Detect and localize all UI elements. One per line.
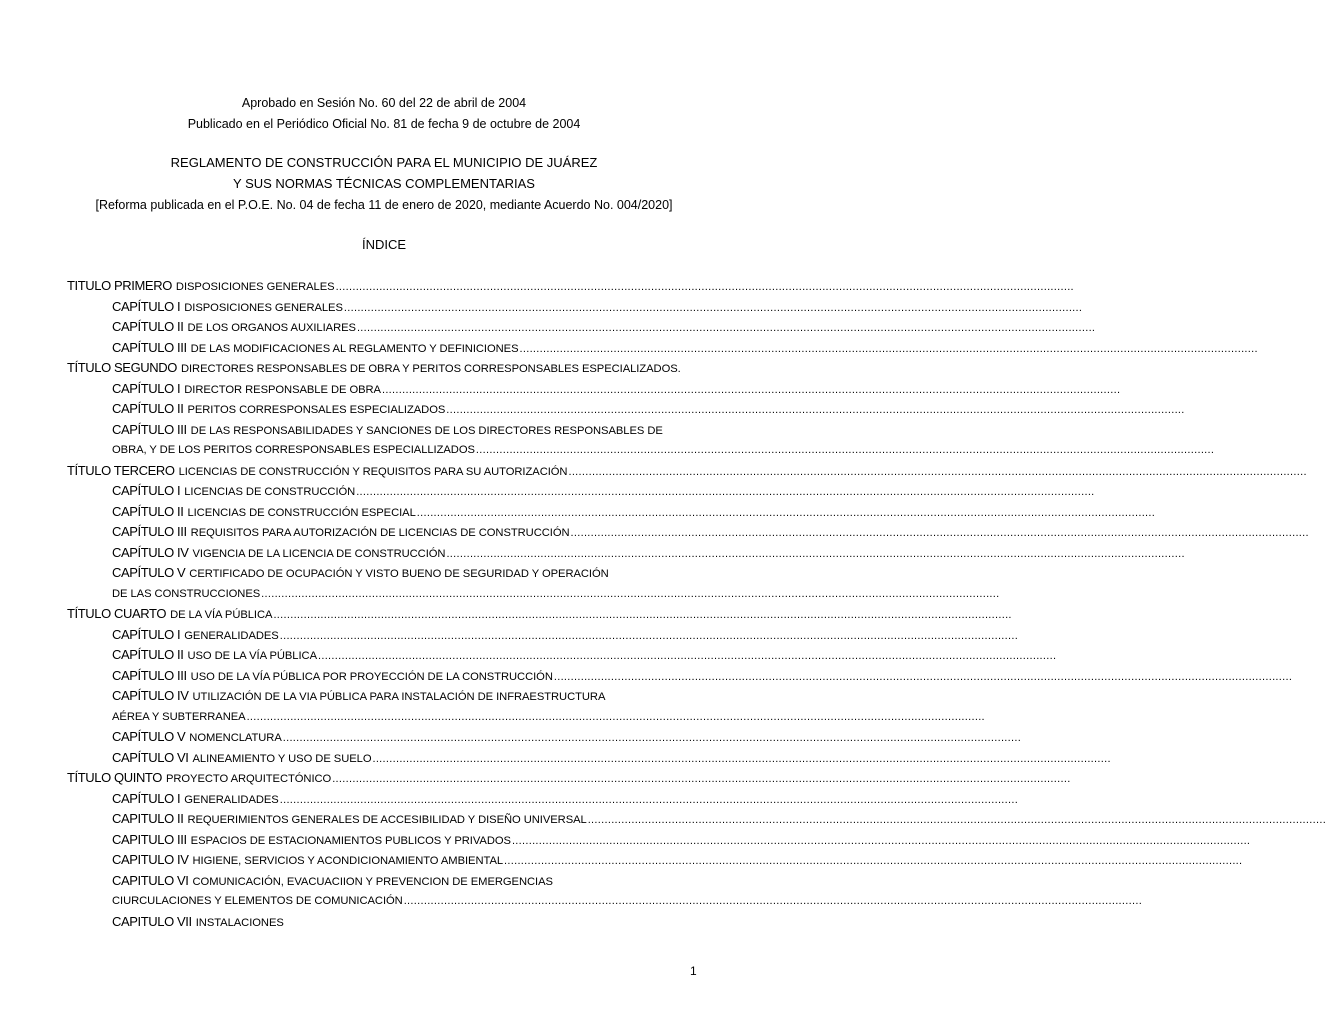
toc-dot-leader: ............................................................................................................................................................................................................................ [511,834,1251,847]
toc-dot-leader: ............................................................................................................................................................................................................................ [504,855,1243,867]
toc-entry [67,768,1071,788]
toc-chapter-label: CAPÍTULO V [112,565,186,580]
toc-dot-leader: ............................................................................................................................................................................................................................ [282,732,1022,744]
toc-entry-text: OBRA, Y DE LOS PERITOS CORRESPONSABLES ESPECIALLIZADOS [112,444,475,456]
toc-entry-text: REQUERIMIENTOS GENERALES DE ACCESIBILIDAD Y DISEÑO UNIVERSAL [187,814,587,826]
toc-entry [112,850,1243,870]
toc-entry [112,686,700,706]
toc-entry [112,481,1095,501]
toc-entry [112,522,1309,542]
toc-title-label: TÍTULO TERCERO [67,462,175,478]
toc-entry-text: LICENCIAS DE CONSTRUCCIÓN ESPECIAL [187,506,416,519]
toc-entry-text: DE LAS CONSTRUCCIONES [112,587,261,600]
toc-dot-leader: ............................................................................................................................................................................................................................ [356,322,1096,334]
toc-entry-text: DIRECTORES RESPONSABLES DE OBRA Y PERITOS CORRESPONSABLES ESPECIALIZADOS. [180,363,681,375]
toc-entry-text: DE LA VÍA PÚBLICA [170,609,273,621]
toc-chapter-label: CAPÍTULO VI [112,749,189,765]
toc-entry-text: GENERALIDADES [184,793,279,806]
toc-entry [112,563,700,583]
toc-entry-text: DIRECTOR RESPONSABLE DE OBRA [184,383,381,396]
toc-entry [112,748,1111,768]
toc-entry [67,358,700,378]
toc-entry [112,809,1326,829]
toc-title-label: TITULO PRIMERO [67,278,172,293]
toc-entry-text: DISPOSICIONES GENERALES [175,281,335,293]
toc-entry-text: LICENCIAS DE CONSTRUCCIÓN Y REQUISITOS PARA SU AUTORIZACIÓN [178,465,568,478]
toc-chapter-label: CAPITULO VI [112,872,189,888]
toc-chapter-label: CAPÍTULO II [112,647,184,662]
toc-chapter-label: CAPÍTULO II [112,503,184,519]
toc-dot-leader: ............................................................................................................................................................................................................................ [273,609,1012,621]
toc-dot-leader: ............................................................................................................................................................................................................................ [587,814,1326,826]
toc-entry-text: INSTALACIONES [195,916,284,929]
toc-dot-leader: ............................................................................................................................................................................................................................ [570,527,1309,539]
document-title-line-2: Y SUS NORMAS TÉCNICAS COMPLEMENTARIAS [233,176,535,191]
toc-entry-text: DE LAS RESPONSABILIDADES Y SANCIONES DE LOS DIRECTORES RESPONSABLES DE [190,424,663,437]
toc-entry-text: NOMENCLATURA [189,732,282,744]
toc-dot-leader: ............................................................................................................................................................................................................................ [343,301,1083,314]
toc-entry [67,276,1074,296]
toc-chapter-label: CAPÍTULO I [112,380,181,396]
toc-entry [112,379,1121,399]
toc-chapter-label: CAPÍTULO I [112,298,181,314]
toc-entry-text: GENERALIDADES [184,629,279,642]
toc-dot-leader: ............................................................................................................................................................................................................................ [279,629,1019,642]
toc-chapter-label: CAPÍTULO II [112,401,184,416]
toc-dot-leader: ............................................................................................................................................................................................................................ [372,752,1111,765]
toc-entry-text: VIGENCIA DE LA LICENCIA DE CONSTRUCCIÓN [192,547,446,560]
toc-entry-text: ESPACIOS DE ESTACIONAMIENTOS PUBLICOS Y PRIVADOS [190,834,511,847]
toc-entry [112,625,1019,645]
toc-chapter-label: CAPÍTULO I [112,626,181,642]
toc-chapter-label: CAPITULO III [112,831,187,847]
toc-dot-leader: ............................................................................................................................................................................................................................ [317,650,1057,662]
toc-chapter-label: CAPITULO IV [112,852,189,867]
toc-chapter-label: CAPÍTULO II [112,319,184,334]
toc-entry [112,666,1293,686]
toc-dot-leader: ............................................................................................................................................................................................................................ [279,793,1019,806]
toc-dot-leader: ............................................................................................................................................................................................................................ [416,506,1156,519]
toc-entry [112,543,1185,563]
toc-chapter-label: CAPÍTULO III [112,339,187,355]
toc-dot-leader: ............................................................................................................................................................................................................................ [335,281,1074,293]
toc-entry [112,584,1000,604]
toc-chapter-label: CAPÍTULO III [112,524,187,539]
toc-dot-leader: ............................................................................................................................................................................................................................ [246,710,985,723]
toc-entry [112,707,985,727]
toc-entry-text: USO DE LA VÍA PÚBLICA [187,650,317,662]
page-number: 1 [690,964,697,978]
toc-dot-leader: ............................................................................................................................................................................................................................ [403,895,1143,907]
toc-entry [112,912,700,932]
toc-entry [112,297,1083,317]
toc-entry-text: PROYECTO ARQUITECTÓNICO [165,773,332,785]
toc-entry-text: ALINEAMIENTO Y USO DE SUELO [192,752,372,765]
index-heading: ÍNDICE [361,237,407,252]
toc-entry-text: USO DE LA VÍA PÚBLICA POR PROYECCIÓN DE LA CONSTRUCCIÓN [190,670,553,683]
toc-entry [112,871,700,891]
toc-entry [112,645,1057,665]
toc-chapter-label: CAPÍTULO IV [112,688,189,703]
document-title-line-1: REGLAMENTO DE CONSTRUCCIÓN PARA EL MUNICIPIO DE JUÁREZ [170,155,598,170]
reform-note: [Reforma publicada en el P.O.E. No. 04 de fecha 11 de enero de 2020, mediante Acuerdo No. 004/2020] [95,198,673,212]
toc-entry-text: DE LAS MODIFICACIONES AL REGLAMENTO Y DEFINICIONES [190,342,519,355]
toc-dot-leader: ............................................................................................................................................................................................................................ [446,404,1185,416]
toc-entry-text: CERTIFICADO DE OCUPACIÓN Y VISTO BUENO DE SEGURIDAD Y OPERACIÓN [189,568,609,580]
toc-entry-text: UTILIZACIÓN DE LA VIA PÚBLICA PARA INSTALACIÓN DE INFRAESTRUCTURA [192,691,606,703]
toc-entry [112,789,1019,809]
toc-entry-text: DISPOSICIONES GENERALES [184,301,343,314]
toc-chapter-label: CAPÍTULO V [112,729,186,744]
toc-dot-leader: ............................................................................................................................................................................................................................ [553,670,1293,683]
toc-chapter-label: CAPÍTULO I [112,790,181,806]
toc-dot-leader: ............................................................................................................................................................................................................................ [261,587,1000,600]
toc-title-label: TÍTULO CUARTO [67,606,167,621]
approval-note: Aprobado en Sesión No. 60 del 22 de abril de 2004 [241,96,527,110]
toc-dot-leader: ............................................................................................................................................................................................................................ [475,444,1215,456]
toc-dot-leader: ............................................................................................................................................................................................................................ [519,342,1258,355]
toc-dot-leader: ............................................................................................................................................................................................................................ [446,547,1185,560]
toc-entry [112,420,700,440]
toc-entry-text: LICENCIAS DE CONSTRUCCIÓN [184,486,356,498]
publication-note: Publicado en el Periódico Oficial No. 81 de fecha 9 de octubre de 2004 [187,117,581,131]
toc-entry [67,604,1012,624]
toc-dot-leader: ............................................................................................................................................................................................................................ [568,465,1307,478]
toc-entry [112,891,1143,911]
toc-entry [112,830,1251,850]
toc-chapter-label: CAPITULO II [112,811,184,826]
toc-entry-text: REQUISITOS PARA AUTORIZACIÓN DE LICENCIAS DE CONSTRUCCIÓN [190,527,570,539]
toc-entry-text: CIURCULACIONES Y ELEMENTOS DE COMUNICACIÓN [112,895,403,907]
toc-entry [112,338,1258,358]
toc-dot-leader: ............................................................................................................................................................................................................................ [356,486,1095,498]
toc-chapter-label: CAPITULO VII [112,913,192,929]
toc-title-label: TÍTULO QUINTO [67,770,162,785]
toc-entry-text: DE LOS ORGANOS AUXILIARES [187,322,356,334]
toc-entry-text: AÉREA Y SUBTERRANEA [112,710,246,723]
toc-title-label: TÍTULO SEGUNDO [67,360,177,375]
toc-entry [112,440,1215,460]
toc-entry [112,727,1022,747]
toc-entry-text: COMUNICACIÓN, EVACUACIION Y PREVENCION DE EMERGENCIAS [192,875,553,888]
toc-entry [112,502,1156,522]
toc-entry [112,317,1096,337]
toc-entry [112,399,1185,419]
toc-dot-leader: ............................................................................................................................................................................................................................ [332,773,1071,785]
toc-entry [67,461,1307,481]
toc-chapter-label: CAPÍTULO I [112,483,181,498]
toc-entry-text: PERITOS CORRESPONSALES ESPECIALIZADOS [187,404,446,416]
toc-chapter-label: CAPÍTULO III [112,667,187,683]
toc-entry-text: HIGIENE, SERVICIOS Y ACONDICIONAMIENTO AMBIENTAL [192,855,504,867]
toc-chapter-label: CAPÍTULO IV [112,544,189,560]
toc-dot-leader: ............................................................................................................................................................................................................................ [381,383,1121,396]
toc-chapter-label: CAPÍTULO III [112,421,187,437]
